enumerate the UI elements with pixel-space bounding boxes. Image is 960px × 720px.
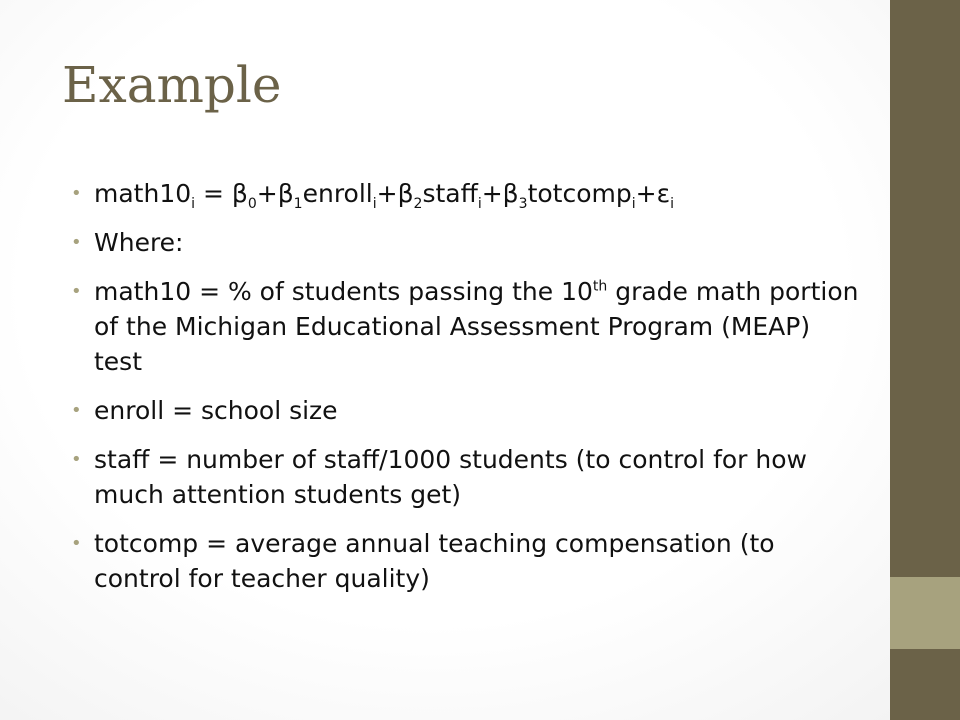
staff-def-text: staff = number of staff/1000 students (to control for how much attention students get) (94, 445, 807, 509)
sidebar-accent-block (890, 577, 960, 649)
eq-lhs-sub: i (191, 196, 196, 212)
math10-def-sup: th (592, 278, 608, 295)
bullet-dot-icon: • (71, 232, 82, 253)
bullet-where (70, 225, 860, 260)
bullet-dot-icon: • (71, 281, 82, 302)
where-text: Where: (94, 228, 184, 257)
eq-beta0: β (231, 179, 248, 208)
bullet-list (70, 176, 860, 610)
eq-plus-beta2: +β (376, 179, 414, 208)
bullet-enroll-definition (70, 393, 860, 428)
eq-epsilon-sub: i (670, 196, 674, 212)
totcomp-def-text: totcomp = average annual teaching compensation (to control for teacher quality) (94, 529, 775, 593)
eq-enroll-sub: i (372, 196, 377, 212)
bullet-math10-definition (70, 274, 860, 379)
eq-totcomp: totcomp (527, 179, 632, 208)
bullet-staff-definition (70, 442, 860, 512)
eq-beta0-sub: 0 (247, 196, 257, 212)
eq-staff-sub: i (477, 196, 482, 212)
bullet-equation (70, 176, 860, 211)
eq-beta3-sub: 3 (518, 196, 528, 212)
bullet-dot-icon: • (71, 400, 82, 421)
eq-staff: staff (422, 179, 478, 208)
eq-plus-epsilon: +ε (635, 179, 671, 208)
eq-beta1-sub: 1 (293, 196, 303, 212)
bullet-dot-icon: • (71, 533, 82, 554)
slide-title: Example (62, 56, 282, 114)
eq-equals: = (195, 179, 232, 208)
eq-totcomp-sub: i (631, 196, 636, 212)
eq-plus-beta1: +β (256, 179, 294, 208)
math10-def-part2: grade math portion of the Michigan Educational Assessment Program (MEAP) test (94, 277, 859, 376)
eq-enroll: enroll (302, 179, 373, 208)
bullet-dot-icon: • (71, 449, 82, 470)
eq-plus-beta3: +β (481, 179, 519, 208)
bullet-totcomp-definition (70, 526, 860, 596)
bullet-dot-icon: • (71, 183, 82, 204)
eq-beta2-sub: 2 (413, 196, 423, 212)
math10-def-part1: math10 = % of students passing the 10 (94, 277, 593, 306)
enroll-def-text: enroll = school size (94, 396, 338, 425)
eq-lhs: math10 (94, 179, 192, 208)
